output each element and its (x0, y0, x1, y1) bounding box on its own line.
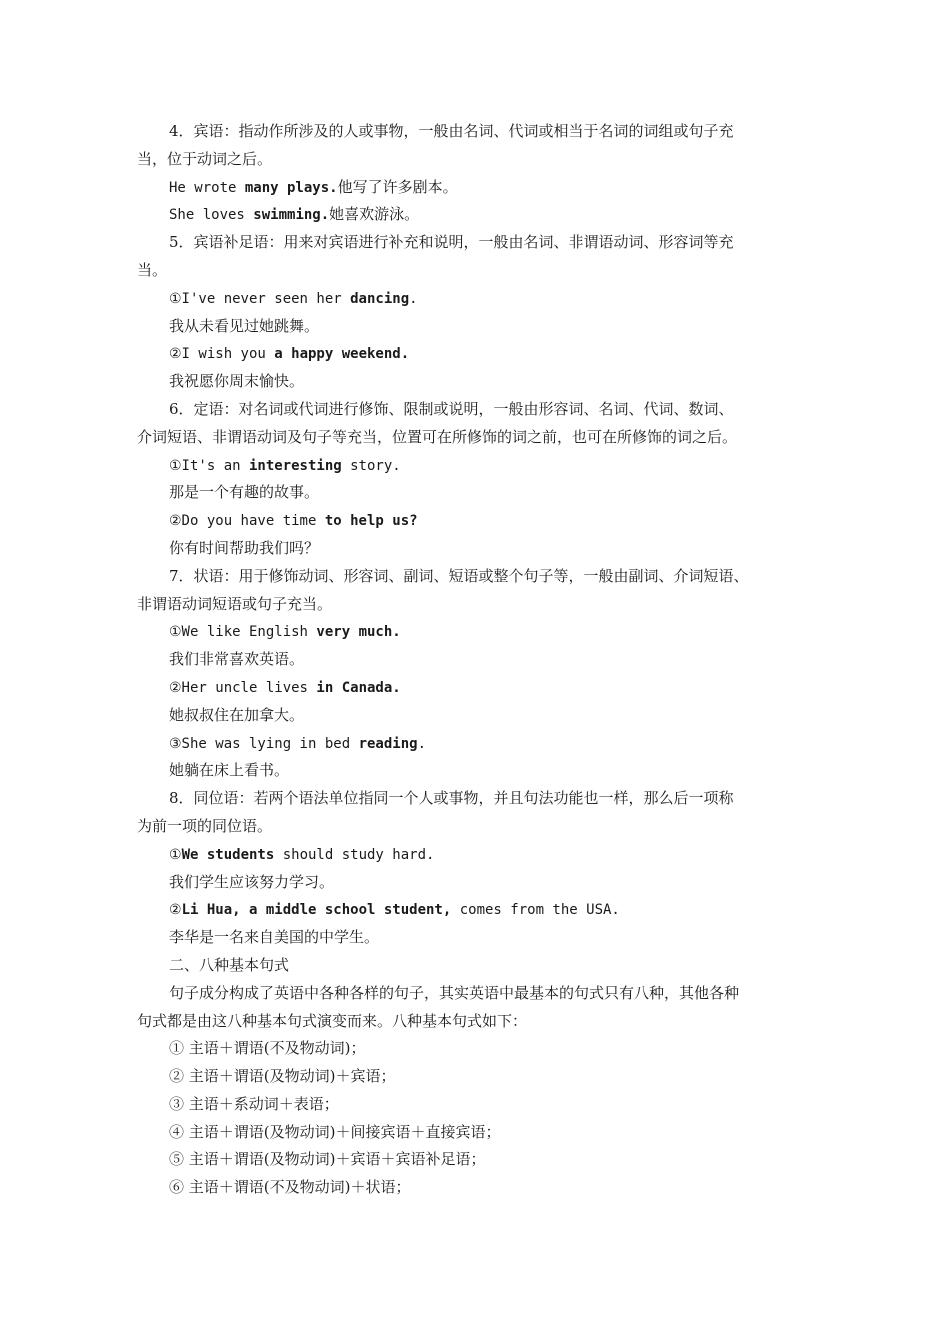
section-7-example-1 (137, 618, 827, 646)
example-highlight: interesting (248, 457, 342, 474)
example-highlight: to help us? (324, 513, 418, 530)
sentence-pattern-3: ③ 主语＋系动词＋表语； (169, 1094, 339, 1113)
part-2-heading: 二、八种基本句式 (169, 955, 290, 974)
section-6-example-2 (137, 507, 827, 535)
sentence-pattern-5: ⑤ 主语＋谓语(及物动词)＋宾语＋宾语补足语； (169, 1150, 486, 1169)
section-8-definition-line1: 8．同位语：若两个语法单位指同一个人或事物，并且句法功能也一样，那么后一项称 (169, 789, 734, 808)
section-7-example-2 (137, 674, 827, 702)
example-text: ①We like English (169, 624, 317, 641)
example-highlight: very much. (316, 624, 401, 641)
example-highlight: dancing (350, 290, 410, 307)
section-7-example-3 (137, 730, 827, 758)
example-translation: 他写了许多剧本。 (337, 177, 458, 196)
example-text: ②Her uncle lives (169, 679, 317, 696)
sentence-pattern-1: ① 主语＋谓语(不及物动词)； (169, 1039, 366, 1058)
example-translation: 她喜欢游泳。 (329, 205, 420, 224)
section-8-example-2-translation: 李华是一名来自美国的中学生。 (169, 928, 380, 947)
section-5-example-2-translation: 我祝愿你周末愉快。 (169, 372, 305, 391)
example-text: She loves (169, 207, 254, 224)
part-2-intro-line2: 句式都是由这八种基本句式演变而来。八种基本句式如下： (137, 1011, 528, 1030)
document-body (137, 118, 827, 1202)
section-6-example-1 (137, 452, 827, 480)
section-8-example-1-translation: 我们学生应该努力学习。 (169, 872, 335, 891)
section-7-definition-line2: 非谓语动词短语或句子充当。 (137, 594, 333, 613)
example-text: He wrote (169, 179, 245, 196)
sentence-pattern-4: ④ 主语＋谓语(及物动词)＋间接宾语＋直接宾语； (169, 1122, 501, 1141)
example-text: ① (169, 846, 182, 863)
example-text: ①I've never seen her (169, 290, 351, 307)
section-8-example-2 (137, 896, 827, 924)
section-7-example-1-translation: 我们非常喜欢英语。 (169, 650, 305, 669)
sentence-pattern-6: ⑥ 主语＋谓语(不及物动词)＋状语； (169, 1178, 411, 1197)
section-5-example-1 (137, 285, 827, 313)
section-6-definition-line2: 介词短语、非谓语动词及句子等充当，位置可在所修饰的词之前，也可在所修饰的词之后。 (137, 427, 738, 446)
section-6-example-2-translation: 你有时间帮助我们吗？ (169, 538, 320, 557)
example-text-end: should study hard. (274, 846, 435, 863)
example-text: ③She was lying in bed (169, 735, 359, 752)
section-4-definition-line1: 4．宾语：指动作所涉及的人或事物，一般由名词、代词或相当于名词的词组或句子充 (169, 122, 734, 140)
section-8-definition-line2: 为前一项的同位语。 (137, 816, 273, 835)
example-highlight: many plays. (244, 179, 338, 196)
example-text-end: . (409, 290, 418, 307)
section-4-example-1 (137, 174, 827, 202)
example-highlight: in Canada. (316, 679, 401, 696)
example-text: ①It's an (169, 457, 249, 474)
example-text-end: . (417, 735, 427, 752)
section-7-definition-line1: 7．状语：用于修饰动词、形容词、副词、短语或整个句子等，一般由副词、介词短语、 (169, 566, 749, 585)
section-8-example-1 (137, 841, 827, 869)
section-5-example-1-translation: 我从未看见过她跳舞。 (169, 316, 320, 335)
example-text-end: comes from the USA. (451, 902, 620, 919)
example-highlight: We students (181, 846, 275, 863)
section-7-example-3-translation: 她躺在床上看书。 (169, 761, 290, 780)
section-6-definition-line1: 6．定语：对名词或代词进行修饰、限制或说明，一般由形容词、名词、代词、数词、 (169, 399, 734, 418)
example-highlight: reading (358, 735, 418, 752)
section-5-definition-line2: 当。 (137, 260, 168, 279)
example-text: ②I wish you (169, 346, 275, 363)
section-7-example-2-translation: 她叔叔住在加拿大。 (169, 705, 305, 724)
example-text: ②Do you have time (169, 513, 325, 530)
example-highlight: Li Hua, a middle school student, (181, 902, 452, 919)
sentence-pattern-2: ② 主语＋谓语(及物动词)＋宾语； (169, 1067, 396, 1086)
example-highlight: swimming. (253, 207, 330, 224)
example-highlight: a happy weekend. (274, 346, 410, 363)
part-2-intro-line1: 句子成分构成了英语中各种各样的句子，其实英语中最基本的句式只有八种，其他各种 (169, 983, 740, 1002)
section-5-example-2 (137, 340, 827, 368)
example-text: ② (169, 902, 182, 919)
section-4-definition-line2: 当，位于动词之后。 (137, 149, 273, 168)
section-4-example-2 (137, 201, 827, 229)
section-6-example-1-translation: 那是一个有趣的故事。 (169, 483, 320, 502)
section-5-definition-line1: 5．宾语补足语：用来对宾语进行补充和说明，一般由名词、非谓语动词、形容词等充 (169, 233, 734, 252)
example-text-end: story. (341, 457, 401, 474)
